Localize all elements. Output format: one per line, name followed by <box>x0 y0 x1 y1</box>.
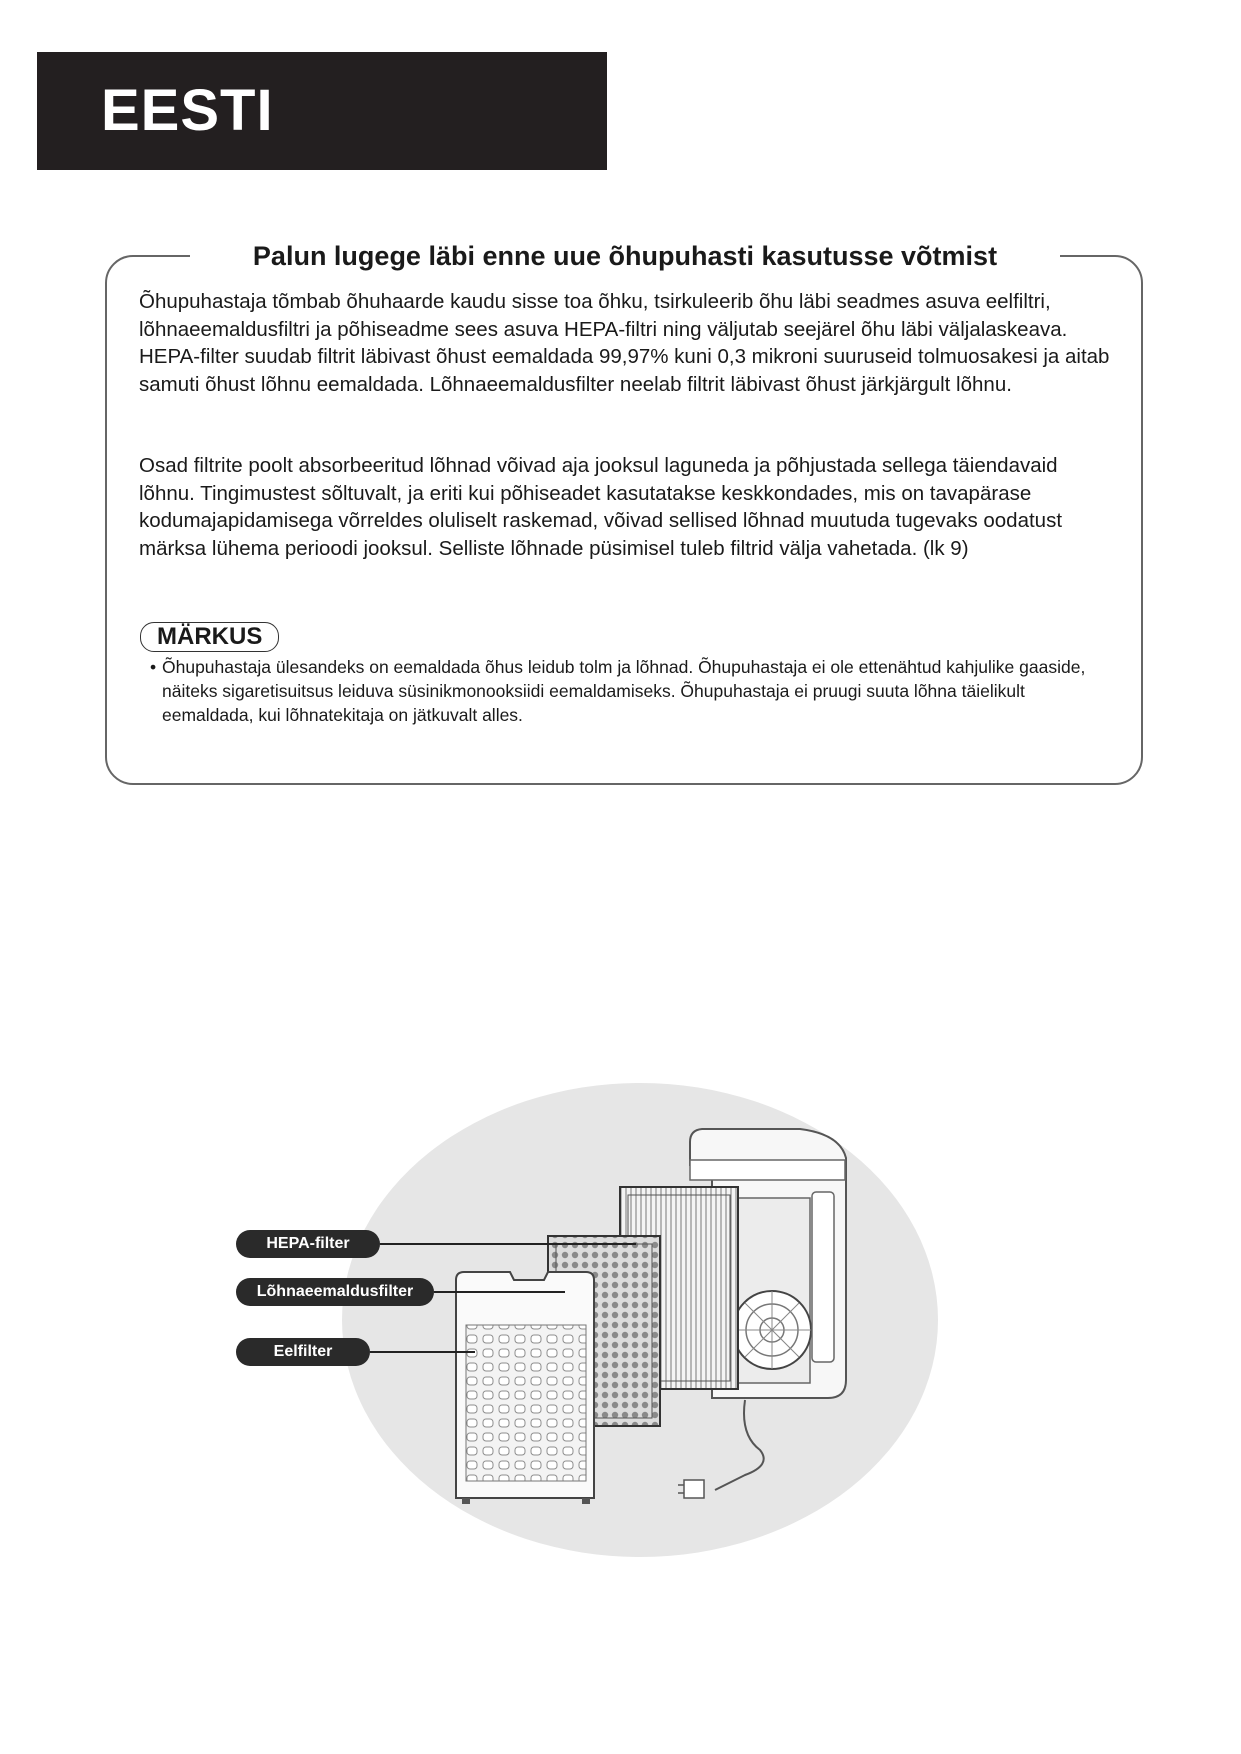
language-title: EESTI <box>101 78 274 143</box>
filter-diagram <box>0 1080 1241 1580</box>
note-badge: MÄRKUS <box>140 622 279 652</box>
pre-filter-label: Eelfilter <box>236 1338 370 1366</box>
note-item: • Õhupuhastaja ülesandeks on eemaldada õhus leidub tolm ja lõhnad. Õhupuhastaja ei ole ettenähtud kahjulike gaaside, näiteks sigaretisuitsus leiduva süsinikmonooksiidi eemaldamiseks. Õhupuhastaja ei pruugi suuta lõhna täielikult eemaldada, kui lõhnatekitaja on jätkuvalt alles. <box>150 655 1090 727</box>
air-purifier-exploded-illustration <box>0 1080 1241 1580</box>
notice-paragraph-2: Osad filtrite poolt absorbeeritud lõhnad võivad aja jooksul laguneda ja põhjustada sellega täiendavaid lõhnu. Tingimustest sõltuvalt, ja eriti kui põhiseadet kasutatakse keskkondades, mis on tavapärase kodumajapidamisega võrreldes oluliselt raskemad, võivad sellised lõhnad muutuda tugevaks oodatust märksa lühema perioodi jooksul. Selliste lõhnade püsimisel tuleb filtrid välja vahetada. (lk 9) <box>139 454 1063 560</box>
hepa-filter-label: HEPA-filter <box>236 1230 380 1258</box>
notice-title: Palun lugege läbi enne uue õhupuhasti kasutusse võtmist <box>190 236 1060 276</box>
pre-filter-panel <box>456 1272 594 1504</box>
deodorizing-filter-label: Lõhnaeemaldusfilter <box>236 1278 434 1306</box>
language-banner <box>37 52 607 170</box>
notice-paragraph-1: Õhupuhastaja tõmbab õhuhaarde kaudu sisse toa õhku, tsirkuleerib õhu läbi seadmes asuva eelfiltri, lõhnaeemaldusfiltri ja põhiseadme sees asuva HEPA-filtri ning väljutab seejärel õhu läbi väljalaskeava. HEPA-filter suudab filtrit läbivast õhust eemaldada 99,97% kuni 0,3 mikroni suuruseid tolmuosakesi ja aitab samuti õhust lõhnu eemaldada. Lõhnaeemaldusfilter neelab filtrit läbivast õhust järkjärgult lõhnu. <box>139 290 1110 396</box>
note-list <box>150 655 1090 727</box>
